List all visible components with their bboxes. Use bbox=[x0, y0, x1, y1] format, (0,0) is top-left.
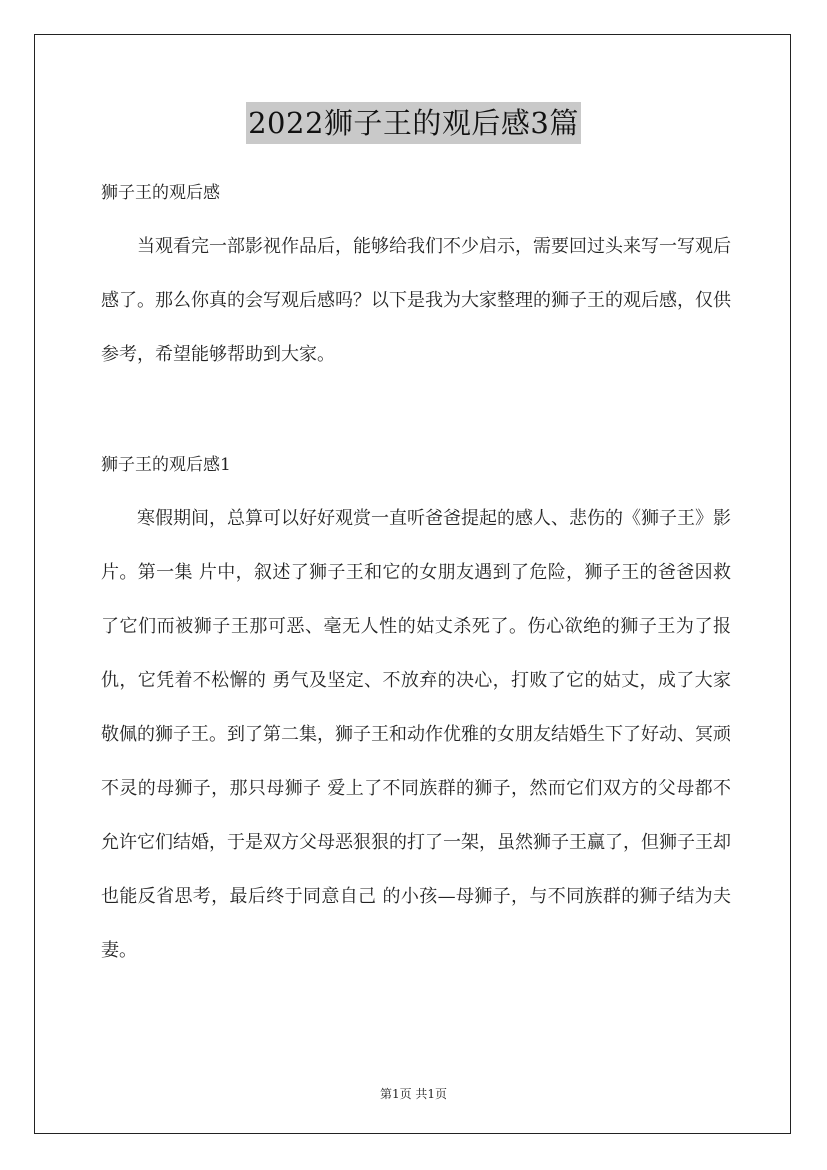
title-container bbox=[0, 102, 827, 144]
page-footer: 第1页 共1页 bbox=[379, 1087, 448, 1101]
section1-heading: 狮子王的观后感1 bbox=[101, 455, 231, 475]
intro-heading: 狮子王的观后感 bbox=[101, 183, 220, 203]
section1-paragraph bbox=[101, 492, 731, 978]
intro-text: 当观看完一部影视作品后，能够给我们不少启示，需要回过头来写一写观后感了。那么你真的会写观后感吗？以下是我为大家整理的狮子王的观后感，仅供参考，希望能够帮助到大家。 bbox=[101, 236, 731, 365]
document-title: 2022狮子王的观后感3篇 bbox=[246, 102, 581, 144]
section1-text: 寒假期间，总算可以好好观赏一直听爸爸提起的感人、悲伤的《狮子王》影片。第一集 片中，叙述了狮子王和它的女朋友遇到了危险，狮子王的爸爸因救了它们而被狮子王那可恶、毫无人性的姑丈杀死了。伤心欲绝的狮子王为了报仇，它凭着不松懈的 勇气及坚定、不放弃的决心，打败了它的姑丈，成了大家敬佩的狮子王。到了第二集，狮子王和动作优雅的女朋友结婚生下了好动、冥顽不灵的母狮子，那只母狮子 爱上了不同族群的狮子，然而它们双方的父母都不允许它们结婚，于是双方父母恶狠狠的打了一架，虽然狮子王赢了，但狮子王却也能反省思考，最后终于同意自己 的小孩—母狮子，与不同族群的狮子结为夫妻。 bbox=[101, 508, 731, 961]
intro-paragraph bbox=[101, 220, 731, 382]
